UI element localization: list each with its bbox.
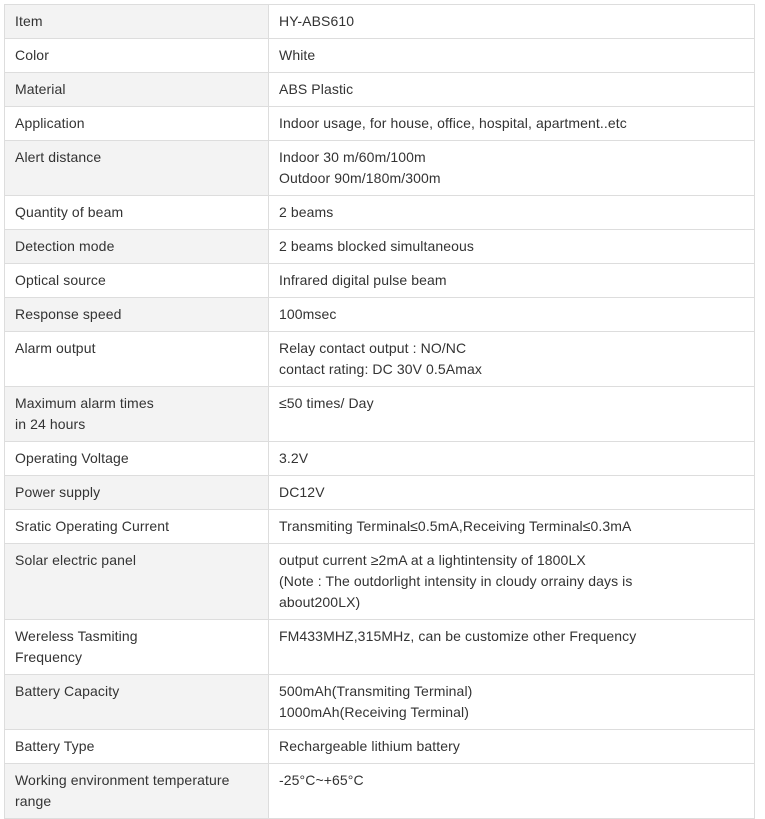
spec-value-cell [269, 196, 755, 230]
spec-value-text: -25°C~+65°C [279, 772, 364, 788]
spec-value-text: 500mAh(Transmiting Terminal) [279, 683, 473, 699]
spec-label-cell [5, 141, 269, 196]
spec-value-text: 3.2V [279, 450, 309, 466]
table-row [5, 5, 755, 39]
table-row [5, 510, 755, 544]
spec-label-cell [5, 387, 269, 442]
spec-label-cell [5, 5, 269, 39]
spec-value-cell [269, 730, 755, 764]
spec-value-text: ≤50 times/ Day [279, 395, 374, 411]
spec-label-cell [5, 675, 269, 730]
spec-value-text: about200LX) [279, 594, 361, 610]
spec-value-text: Transmiting Terminal≤0.5mA,Receiving Terminal≤0.3mA [279, 518, 632, 534]
spec-label-text: Color [15, 47, 49, 63]
spec-label-cell [5, 196, 269, 230]
spec-label-cell [5, 476, 269, 510]
spec-value-text: 100msec [279, 306, 337, 322]
spec-value-text: ABS Plastic [279, 81, 354, 97]
table-row [5, 39, 755, 73]
spec-label-text: Maximum alarm times [15, 395, 154, 411]
table-row [5, 764, 755, 819]
table-row [5, 73, 755, 107]
spec-label-cell [5, 442, 269, 476]
spec-value-cell [269, 141, 755, 196]
spec-value-text: HY-ABS610 [279, 13, 355, 29]
spec-value-text: 2 beams [279, 204, 334, 220]
spec-value-cell [269, 5, 755, 39]
spec-label-text: Battery Type [15, 738, 95, 754]
spec-value-cell [269, 107, 755, 141]
table-row [5, 332, 755, 387]
spec-label-text: Battery Capacity [15, 683, 120, 699]
spec-label-cell [5, 730, 269, 764]
spec-label-text: Quantity of beam [15, 204, 124, 220]
table-row [5, 730, 755, 764]
spec-value-text: contact rating: DC 30V 0.5Amax [279, 361, 482, 377]
spec-value-cell [269, 675, 755, 730]
spec-label-text: Frequency [15, 649, 83, 665]
spec-value-cell [269, 332, 755, 387]
table-row [5, 544, 755, 620]
table-row [5, 675, 755, 730]
spec-label-text: Solar electric panel [15, 552, 137, 568]
spec-value-text: Rechargeable lithium battery [279, 738, 461, 754]
spec-label-cell [5, 73, 269, 107]
spec-label-text: Working environment temperature [15, 772, 230, 788]
spec-label-text: Detection mode [15, 238, 115, 254]
table-row [5, 141, 755, 196]
spec-label-text: Operating Voltage [15, 450, 129, 466]
spec-label-cell [5, 332, 269, 387]
spec-value-text: output current ≥2mA at a lightintensity of 1800LX [279, 552, 586, 568]
spec-table-body [5, 5, 755, 819]
spec-label-text: Sratic Operating Current [15, 518, 170, 534]
table-row [5, 107, 755, 141]
spec-value-cell [269, 230, 755, 264]
spec-label-cell [5, 620, 269, 675]
spec-label-cell [5, 544, 269, 620]
spec-table [4, 4, 755, 819]
spec-label-text: Alarm output [15, 340, 96, 356]
spec-value-text: Infrared digital pulse beam [279, 272, 447, 288]
spec-value-cell [269, 442, 755, 476]
spec-value-cell [269, 264, 755, 298]
table-row [5, 196, 755, 230]
spec-label-cell [5, 230, 269, 264]
spec-value-text: Indoor usage, for house, office, hospital, apartment..etc [279, 115, 627, 131]
spec-value-cell [269, 387, 755, 442]
spec-value-cell [269, 73, 755, 107]
table-row [5, 620, 755, 675]
spec-value-cell [269, 620, 755, 675]
spec-value-cell [269, 510, 755, 544]
table-row [5, 298, 755, 332]
spec-label-text: Alert distance [15, 149, 102, 165]
spec-value-cell [269, 298, 755, 332]
spec-label-cell [5, 298, 269, 332]
spec-value-text: 1000mAh(Receiving Terminal) [279, 704, 469, 720]
spec-label-text: in 24 hours [15, 416, 86, 432]
spec-label-text: Item [15, 13, 43, 29]
spec-value-cell [269, 764, 755, 819]
spec-value-text: Indoor 30 m/60m/100m [279, 149, 426, 165]
spec-value-text: Relay contact output : NO/NC [279, 340, 467, 356]
table-row [5, 476, 755, 510]
spec-value-text: 2 beams blocked simultaneous [279, 238, 475, 254]
spec-value-text: FM433MHZ,315MHz, can be customize other Frequency [279, 628, 637, 644]
spec-label-text: Response speed [15, 306, 122, 322]
spec-label-cell [5, 510, 269, 544]
table-row [5, 230, 755, 264]
table-row [5, 442, 755, 476]
spec-label-text: range [15, 793, 52, 809]
table-row [5, 387, 755, 442]
spec-label-text: Wereless Tasmiting [15, 628, 138, 644]
spec-label-text: Material [15, 81, 66, 97]
spec-label-text: Power supply [15, 484, 101, 500]
spec-label-cell [5, 107, 269, 141]
spec-value-text: DC12V [279, 484, 325, 500]
spec-value-text: White [279, 47, 316, 63]
spec-value-text: Outdoor 90m/180m/300m [279, 170, 441, 186]
spec-label-text: Application [15, 115, 85, 131]
spec-value-cell [269, 544, 755, 620]
spec-label-text: Optical source [15, 272, 106, 288]
spec-label-cell [5, 39, 269, 73]
spec-label-cell [5, 264, 269, 298]
spec-value-cell [269, 476, 755, 510]
spec-value-text: (Note : The outdorlight intensity in cloudy orrainy days is [279, 573, 633, 589]
table-row [5, 264, 755, 298]
spec-value-cell [269, 39, 755, 73]
spec-label-cell [5, 764, 269, 819]
